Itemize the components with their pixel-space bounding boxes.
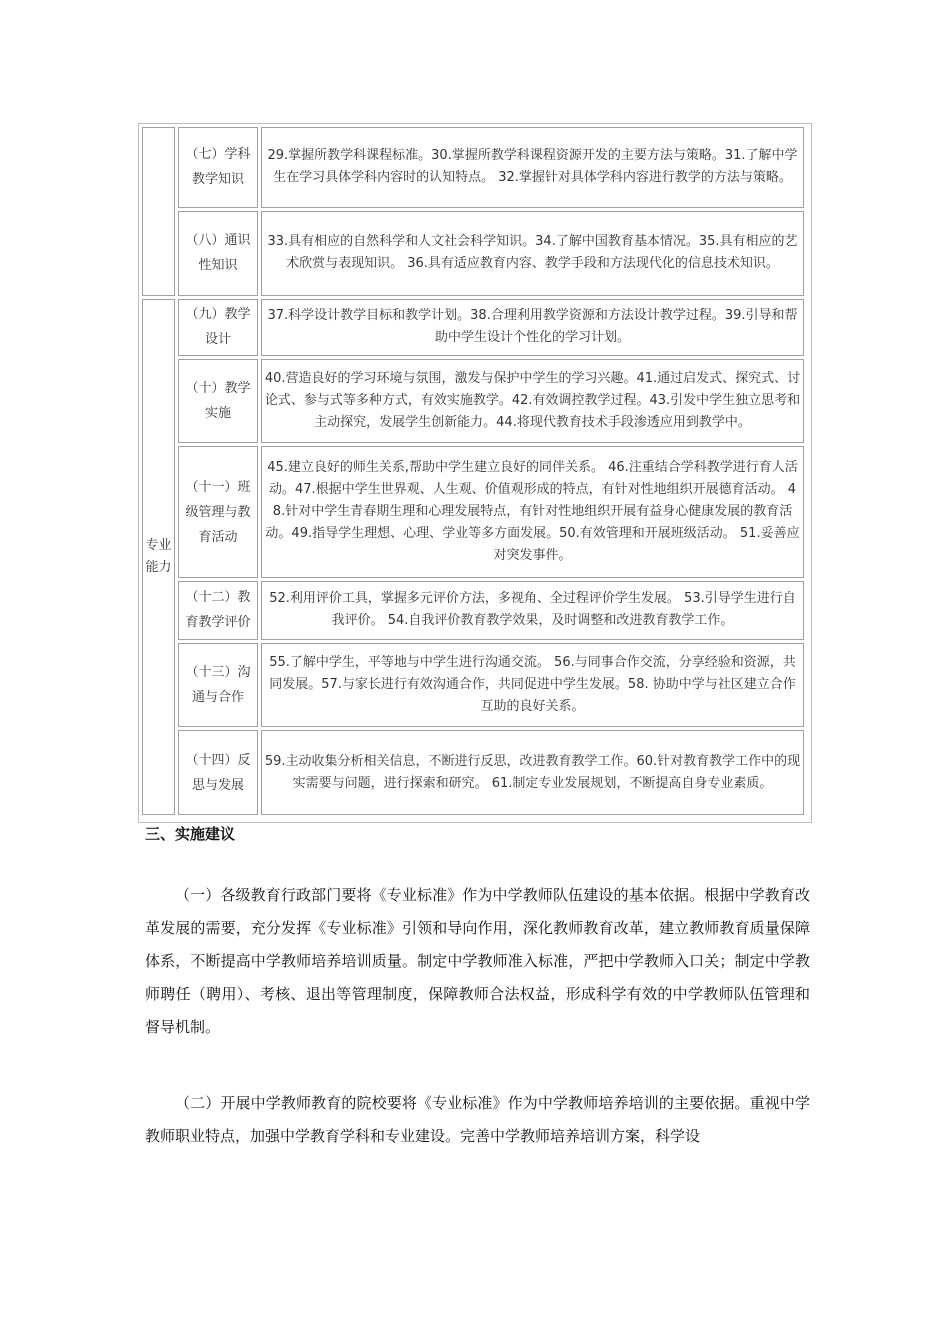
standards-table (138, 123, 812, 823)
requirement-cell: 59.主动收集分析相关信息，不断进行反思，改进教育教学工作。60.针对教育教学工作中的现实需要与问题，进行探索和研究。 61.制定专业发展规划，不断提高自身专业素质。 (261, 730, 804, 815)
requirement-cell: 52.利用评价工具，掌握多元评价方法，多视角、全过程评价学生发展。 53.引导学生进行自我评价。 54.自我评价教育教学效果，及时调整和改进教育教学工作。 (261, 581, 804, 639)
field-cell: （九）教学设计 (178, 299, 258, 355)
requirement-cell: 40.营造良好的学习环境与氛围，激发与保护中学生的学习兴趣。41.通过启发式、探究式、讨论式、参与式等多种方式，有效实施教学。42.有效调控教学过程。43.引发中学生独立思考和主动探究，发展学生创新能力。44.将现代教育技术手段渗透应用到教学中。 (261, 359, 804, 444)
field-cell: （八）通识性知识 (178, 211, 258, 297)
field-cell: （十三）沟通与合作 (178, 643, 258, 728)
paragraph-2: （二）开展中学教师教育的院校要将《专业标准》作为中学教师培养培训的主要依据。重视中学教师职业特点，加强中学教育学科和专业建设。完善中学教师培养培训方案，科学设 (145, 1094, 810, 1145)
requirement-cell: 33.具有相应的自然科学和人文社会科学知识。34.了解中国教育基本情况。35.具有相应的艺术欣赏与表现知识。 36.具有适应教育内容、教学手段和方法现代化的信息技术知识。 (261, 211, 804, 297)
field-cell: （十四）反思与发展 (178, 730, 258, 815)
requirement-cell: 29.掌握所教学科课程标准。30.掌握所教学科课程资源开发的主要方法与策略。31.了解中学生在学习具体学科内容时的认知特点。 32.掌握针对具体学科内容进行教学的方法与策略。 (261, 127, 804, 208)
paragraph-1: （一）各级教育行政部门要将《专业标准》作为中学教师队伍建设的基本依据。根据中学教育改革发展的需要，充分发挥《专业标准》引领和导向作用，深化教师教育改革，建立教师教育质量保障体系，不断提高中学教师培养培训质量。制定中学教师准入标准，严把中学教师入口关；制定中学教师聘任（聘用）、考核、退出等管理制度，保障教师合法权益，形成科学有效的中学教师队伍管理和督导机制。 (145, 886, 810, 1036)
section-heading: 三、实施建议 (145, 825, 236, 843)
field-cell: （十二）教育教学评价 (178, 581, 258, 639)
field-cell: （七）学科教学知识 (178, 127, 258, 208)
requirement-cell: 37.科学设计教学目标和教学计划。38.合理利用教学资源和方法设计教学过程。39.引导和帮助中学生设计个性化的学习计划。 (261, 299, 804, 355)
field-cell: （十一）班级管理与教育活动 (178, 446, 258, 578)
dimension-cell-knowledge (142, 127, 175, 296)
requirement-cell: 45.建立良好的师生关系,帮助中学生建立良好的同伴关系。 46.注重结合学科教学进行育人活动。47.根据中学生世界观、人生观、价值观形成的特点，有针对性地组织开展德育活动。 48.针对中学生青春期生理和心理发展特点，有针对性地组织开展有益身心健康发展的教育活动。49.指导学生理想、心理、学业等多方面发展。50.有效管理和开展班级活动。 51.妥善应对突发事件。 (261, 446, 804, 578)
dimension-cell-professional (142, 299, 175, 815)
field-cell: （十）教学实施 (178, 359, 258, 444)
dimension-label: 专业能力 (145, 538, 172, 576)
requirement-cell: 55.了解中学生，平等地与中学生进行沟通交流。 56.与同事合作交流，分享经验和资源，共同发展。57.与家长进行有效沟通合作，共同促进中学生发展。58. 协助中学与社区建立合作互助的良好关系。 (261, 643, 804, 728)
